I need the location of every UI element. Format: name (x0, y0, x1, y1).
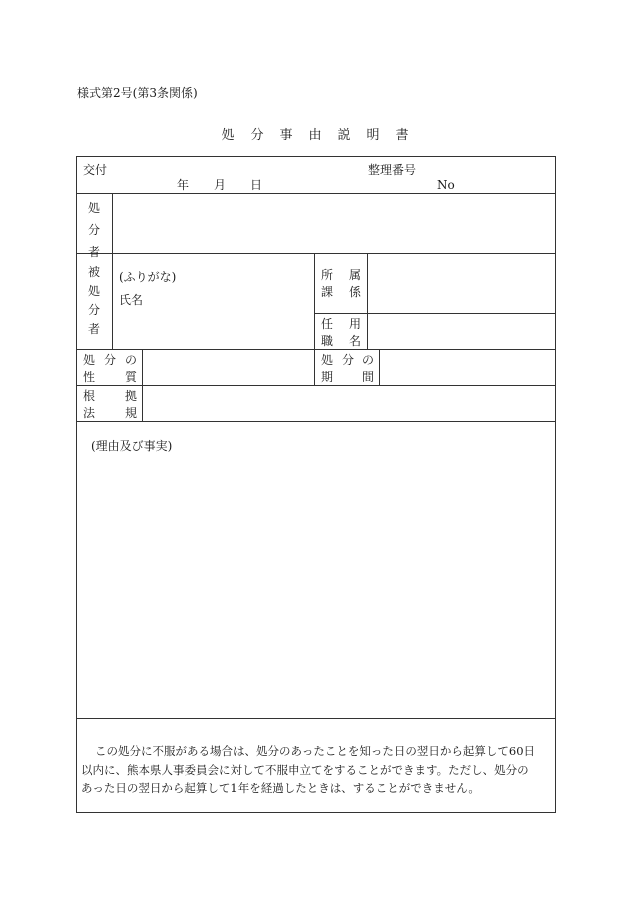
form-table (76, 156, 556, 813)
title-char: 書 (395, 128, 409, 143)
date-month-label: 月 (214, 178, 227, 192)
col-divider (367, 253, 368, 349)
col-divider (112, 193, 113, 349)
number-label: No (437, 178, 455, 192)
furigana-label: (ふりがな) (119, 270, 177, 284)
disposer-label: 処 分 者 (87, 201, 100, 259)
document-title (0, 124, 630, 143)
row-divider (77, 253, 555, 254)
period-label: 処 分 の 期 間 (321, 353, 374, 384)
title-char: 由 (308, 128, 322, 143)
name-label: 氏名 (119, 293, 144, 307)
reference-number-label: 整理番号 (368, 163, 417, 177)
row-divider (77, 385, 555, 386)
row-divider (77, 349, 555, 350)
date-day-label: 日 (250, 178, 263, 192)
row-divider (77, 718, 555, 719)
department-label: 所 属 課 係 (321, 268, 361, 299)
col-divider (314, 349, 315, 385)
appeal-notice (81, 742, 551, 798)
title-char: 事 (279, 128, 293, 143)
row-divider (77, 193, 555, 194)
form-reference: 様式第2号(第3条関係) (77, 86, 198, 100)
notice-line: この処分に不服がある場合は、処分のあったことを知った日の翌日から起算して60日 (95, 744, 536, 758)
date-year-label: 年 (177, 178, 190, 192)
title-char: 説 (337, 128, 351, 143)
col-divider (142, 349, 143, 421)
notice-line: 以内に、熊本県人事委員会に対して不服申立てをすることができます。ただし、処分の (81, 762, 529, 777)
post-label: 任 用 職 名 (321, 317, 361, 348)
subject-label: 被 処 分 者 (87, 265, 100, 336)
reason-label: (理由及び事実) (91, 439, 173, 453)
row-divider (77, 421, 555, 422)
row-divider (314, 313, 555, 314)
legal-basis-label: 根 拠 法 規 (83, 389, 137, 420)
nature-label: 処 分 の 性 質 (83, 353, 137, 384)
title-char: 明 (366, 128, 380, 143)
title-char: 分 (250, 128, 264, 143)
title-char: 処 (221, 128, 235, 143)
notice-line: あった日の翌日から起算して1年を経過したときは、することができません。 (81, 781, 480, 795)
col-divider (379, 349, 380, 385)
issue-label: 交付 (83, 163, 108, 177)
col-divider (314, 253, 315, 349)
